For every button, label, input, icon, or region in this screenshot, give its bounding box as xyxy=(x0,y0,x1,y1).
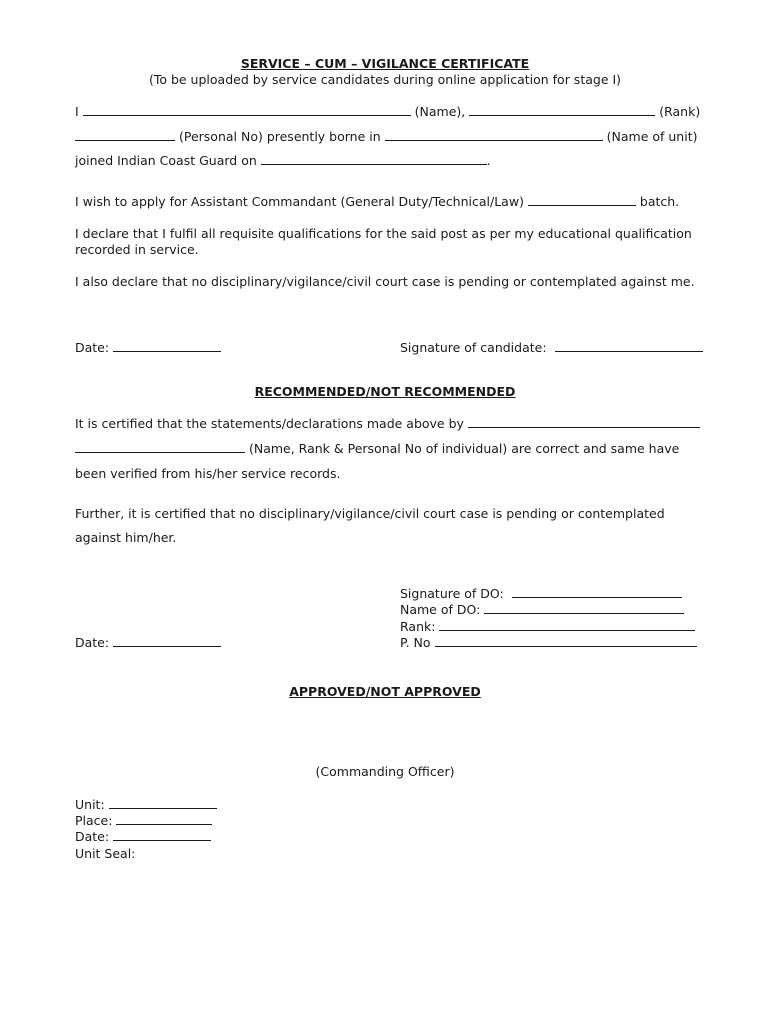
do-pno-label: P. No xyxy=(400,635,431,650)
do-name-label: Name of DO: xyxy=(400,602,481,617)
do-date-blank[interactable] xyxy=(113,635,221,647)
qualification-text-1: I declare that I fulfil all requisite qualifications for the said post as per my educational qualification xyxy=(75,226,692,241)
recommend-heading: RECOMMENDED/NOT RECOMMENDED xyxy=(254,384,516,399)
unit-label: (Name of unit) xyxy=(606,129,698,144)
name-rank-line xyxy=(75,104,700,120)
personal-no-blank[interactable] xyxy=(75,129,175,141)
rank-blank[interactable] xyxy=(469,104,655,116)
no-case-declaration: I also declare that no disciplinary/vigilance/civil court case is pending or contemplated against me. xyxy=(75,274,695,289)
candidate-date-blank[interactable] xyxy=(113,340,221,352)
do-pno-blank[interactable] xyxy=(435,635,697,647)
unit-seal-label: Unit Seal: xyxy=(75,846,136,861)
personal-no-label: (Personal No) presently borne in xyxy=(178,129,381,144)
batch-label: batch. xyxy=(639,194,680,209)
unit-field-label: Unit: xyxy=(75,797,105,812)
rank-label: (Rank) xyxy=(659,104,701,119)
name-blank[interactable] xyxy=(83,104,411,116)
joined-end: . xyxy=(486,153,491,168)
certify-name-blank[interactable] xyxy=(468,416,700,428)
candidate-date xyxy=(75,340,221,356)
approval-heading: APPROVED/NOT APPROVED xyxy=(289,684,481,699)
do-signature xyxy=(400,586,682,602)
commanding-officer-label: (Commanding Officer) xyxy=(315,764,455,779)
joined-label: joined Indian Coast Guard on xyxy=(75,153,257,168)
candidate-signature xyxy=(400,340,703,356)
qualification-text-2: recorded in service. xyxy=(75,242,199,257)
individual-blank[interactable] xyxy=(75,441,245,453)
do-rank xyxy=(400,619,695,635)
certify-line-3: been verified from his/her service records. xyxy=(75,466,341,481)
batch-blank[interactable] xyxy=(528,194,636,206)
do-signature-label: Signature of DO: xyxy=(400,586,504,601)
joined-line xyxy=(75,153,491,169)
do-name xyxy=(400,602,684,618)
date-label: Date: xyxy=(75,340,110,355)
place-field xyxy=(75,813,212,829)
unit-field-blank[interactable] xyxy=(109,797,217,809)
document-title: SERVICE – CUM – VIGILANCE CERTIFICATE xyxy=(240,56,530,71)
do-pno xyxy=(400,635,697,651)
further-line-1: Further, it is certified that no disciplinary/vigilance/civil court case is pending or contemplated xyxy=(75,506,665,521)
signature-label: Signature of candidate: xyxy=(400,340,547,355)
further-line-2: against him/her. xyxy=(75,530,177,545)
date-field xyxy=(75,829,211,845)
line-prefix: I xyxy=(75,104,79,119)
do-rank-label: Rank: xyxy=(400,619,436,634)
apply-line xyxy=(75,194,679,210)
certify-line-2 xyxy=(75,441,679,457)
do-date xyxy=(75,635,221,651)
do-signature-blank[interactable] xyxy=(512,586,682,598)
place-field-label: Place: xyxy=(75,813,113,828)
certify-line-1 xyxy=(75,416,700,432)
personal-unit-line xyxy=(75,129,698,145)
signature-blank[interactable] xyxy=(555,340,703,352)
certify-text: It is certified that the statements/declarations made above by xyxy=(75,416,464,431)
apply-text: I wish to apply for Assistant Commandant (General Duty/Technical/Law) xyxy=(75,194,524,209)
do-date-label: Date: xyxy=(75,635,110,650)
do-name-blank[interactable] xyxy=(484,602,684,614)
place-field-blank[interactable] xyxy=(116,813,212,825)
document-subtitle: (To be uploaded by service candidates during online application for stage I) xyxy=(148,72,622,87)
unit-blank[interactable] xyxy=(385,129,603,141)
joined-date-blank[interactable] xyxy=(261,153,487,165)
do-rank-blank[interactable] xyxy=(439,619,695,631)
name-label: (Name), xyxy=(414,104,466,119)
date-field-label: Date: xyxy=(75,829,110,844)
unit-field xyxy=(75,797,217,813)
date-field-blank[interactable] xyxy=(113,829,211,841)
individual-label: (Name, Rank & Personal No of individual) are correct and same have xyxy=(248,441,680,456)
